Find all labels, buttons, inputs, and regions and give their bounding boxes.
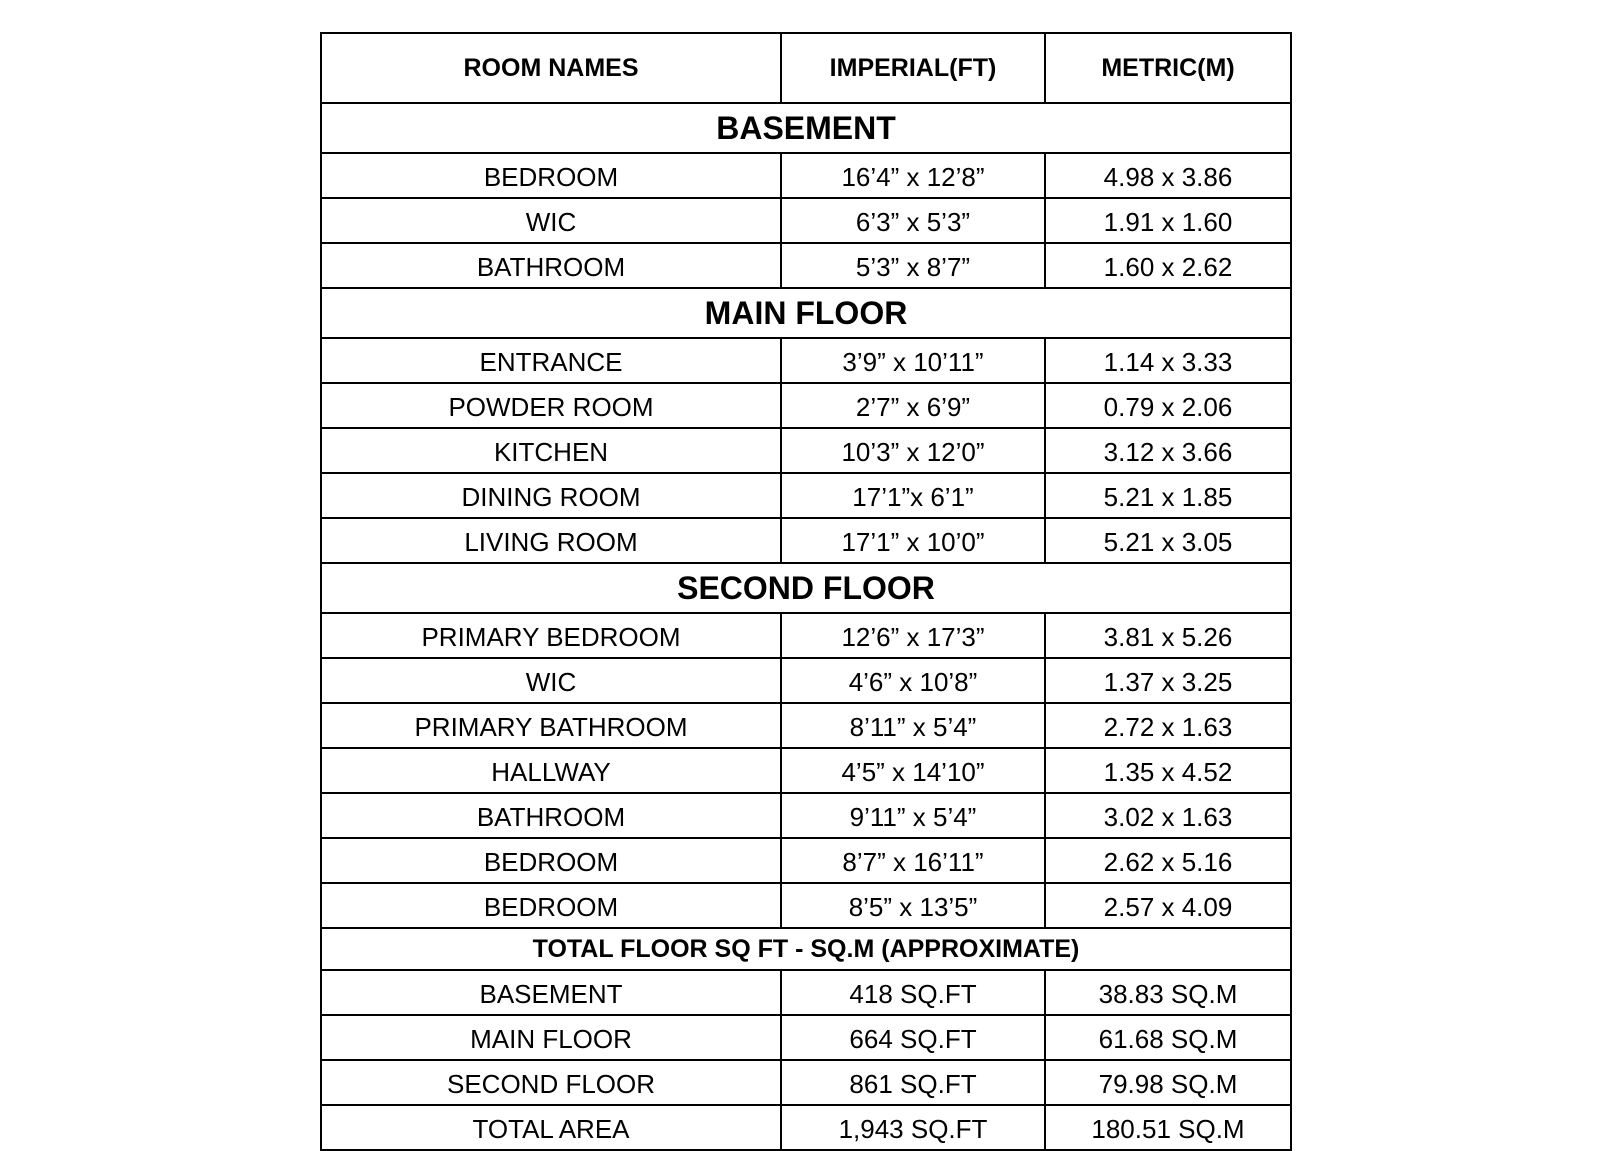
metric-cell: 2.62 x 5.16 — [1045, 838, 1291, 883]
floor-name-cell: SECOND FLOOR — [321, 1060, 781, 1105]
table-row — [321, 613, 1291, 658]
section-title: MAIN FLOOR — [321, 288, 1291, 338]
imperial-cell: 17’1”x 6’1” — [781, 473, 1045, 518]
floor-name-cell: TOTAL AREA — [321, 1105, 781, 1150]
imperial-cell: 4’6” x 10’8” — [781, 658, 1045, 703]
table-row — [321, 338, 1291, 383]
metric-cell: 1.14 x 3.33 — [1045, 338, 1291, 383]
section-title: SECOND FLOOR — [321, 563, 1291, 613]
totals-title: TOTAL FLOOR SQ FT - SQ.M (APPROXIMATE) — [321, 928, 1291, 970]
floor-name-cell: BASEMENT — [321, 970, 781, 1015]
room-name-cell: BATHROOM — [321, 243, 781, 288]
totals-row — [321, 970, 1291, 1015]
imperial-cell: 16’4” x 12’8” — [781, 153, 1045, 198]
imperial-cell: 17’1” x 10’0” — [781, 518, 1045, 563]
section-title: BASEMENT — [321, 103, 1291, 153]
room-name-cell: BEDROOM — [321, 153, 781, 198]
imperial-cell: 8’5” x 13’5” — [781, 883, 1045, 928]
imperial-cell: 8’11” x 5’4” — [781, 703, 1045, 748]
header-metric: METRIC(M) — [1045, 33, 1291, 103]
imperial-cell: 2’7” x 6’9” — [781, 383, 1045, 428]
metric-cell: 2.57 x 4.09 — [1045, 883, 1291, 928]
table-row — [321, 793, 1291, 838]
sqft-cell: 664 SQ.FT — [781, 1015, 1045, 1060]
metric-cell: 0.79 x 2.06 — [1045, 383, 1291, 428]
section-second-floor-row — [321, 563, 1291, 613]
room-name-cell: KITCHEN — [321, 428, 781, 473]
metric-cell: 5.21 x 3.05 — [1045, 518, 1291, 563]
sqm-cell: 79.98 SQ.M — [1045, 1060, 1291, 1105]
section-basement-row — [321, 103, 1291, 153]
imperial-cell: 6’3” x 5’3” — [781, 198, 1045, 243]
table-row — [321, 428, 1291, 473]
table-row — [321, 838, 1291, 883]
sqm-cell: 61.68 SQ.M — [1045, 1015, 1291, 1060]
totals-row — [321, 1015, 1291, 1060]
sqft-cell: 418 SQ.FT — [781, 970, 1045, 1015]
metric-cell: 2.72 x 1.63 — [1045, 703, 1291, 748]
totals-header-row — [321, 928, 1291, 970]
imperial-cell: 12’6” x 17’3” — [781, 613, 1045, 658]
imperial-cell: 10’3” x 12’0” — [781, 428, 1045, 473]
table-header-row — [321, 33, 1291, 103]
sqft-cell: 861 SQ.FT — [781, 1060, 1045, 1105]
room-name-cell: POWDER ROOM — [321, 383, 781, 428]
sqm-cell: 180.51 SQ.M — [1045, 1105, 1291, 1150]
table-row — [321, 243, 1291, 288]
metric-cell: 3.02 x 1.63 — [1045, 793, 1291, 838]
metric-cell: 1.91 x 1.60 — [1045, 198, 1291, 243]
room-name-cell: ENTRANCE — [321, 338, 781, 383]
header-imperial: IMPERIAL(FT) — [781, 33, 1045, 103]
room-name-cell: DINING ROOM — [321, 473, 781, 518]
metric-cell: 4.98 x 3.86 — [1045, 153, 1291, 198]
totals-row — [321, 1060, 1291, 1105]
metric-cell: 1.60 x 2.62 — [1045, 243, 1291, 288]
section-main-floor-row — [321, 288, 1291, 338]
room-name-cell: BEDROOM — [321, 838, 781, 883]
room-name-cell: LIVING ROOM — [321, 518, 781, 563]
totals-row — [321, 1105, 1291, 1150]
metric-cell: 1.35 x 4.52 — [1045, 748, 1291, 793]
header-room-names: ROOM NAMES — [321, 33, 781, 103]
room-name-cell: WIC — [321, 198, 781, 243]
table-row — [321, 473, 1291, 518]
table-row — [321, 658, 1291, 703]
sqm-cell: 38.83 SQ.M — [1045, 970, 1291, 1015]
room-name-cell: BEDROOM — [321, 883, 781, 928]
table-row — [321, 883, 1291, 928]
metric-cell: 5.21 x 1.85 — [1045, 473, 1291, 518]
table-row — [321, 748, 1291, 793]
room-dimensions-table — [320, 32, 1292, 1151]
imperial-cell: 5’3” x 8’7” — [781, 243, 1045, 288]
room-name-cell: PRIMARY BEDROOM — [321, 613, 781, 658]
metric-cell: 3.12 x 3.66 — [1045, 428, 1291, 473]
table-row — [321, 703, 1291, 748]
table-row — [321, 153, 1291, 198]
room-name-cell: HALLWAY — [321, 748, 781, 793]
metric-cell: 3.81 x 5.26 — [1045, 613, 1291, 658]
imperial-cell: 8’7” x 16’11” — [781, 838, 1045, 883]
room-name-cell: WIC — [321, 658, 781, 703]
metric-cell: 1.37 x 3.25 — [1045, 658, 1291, 703]
table-row — [321, 198, 1291, 243]
sqft-cell: 1,943 SQ.FT — [781, 1105, 1045, 1150]
room-name-cell: PRIMARY BATHROOM — [321, 703, 781, 748]
room-name-cell: BATHROOM — [321, 793, 781, 838]
table-row — [321, 518, 1291, 563]
table-row — [321, 383, 1291, 428]
imperial-cell: 4’5” x 14’10” — [781, 748, 1045, 793]
imperial-cell: 9’11” x 5’4” — [781, 793, 1045, 838]
floor-name-cell: MAIN FLOOR — [321, 1015, 781, 1060]
imperial-cell: 3’9” x 10’11” — [781, 338, 1045, 383]
